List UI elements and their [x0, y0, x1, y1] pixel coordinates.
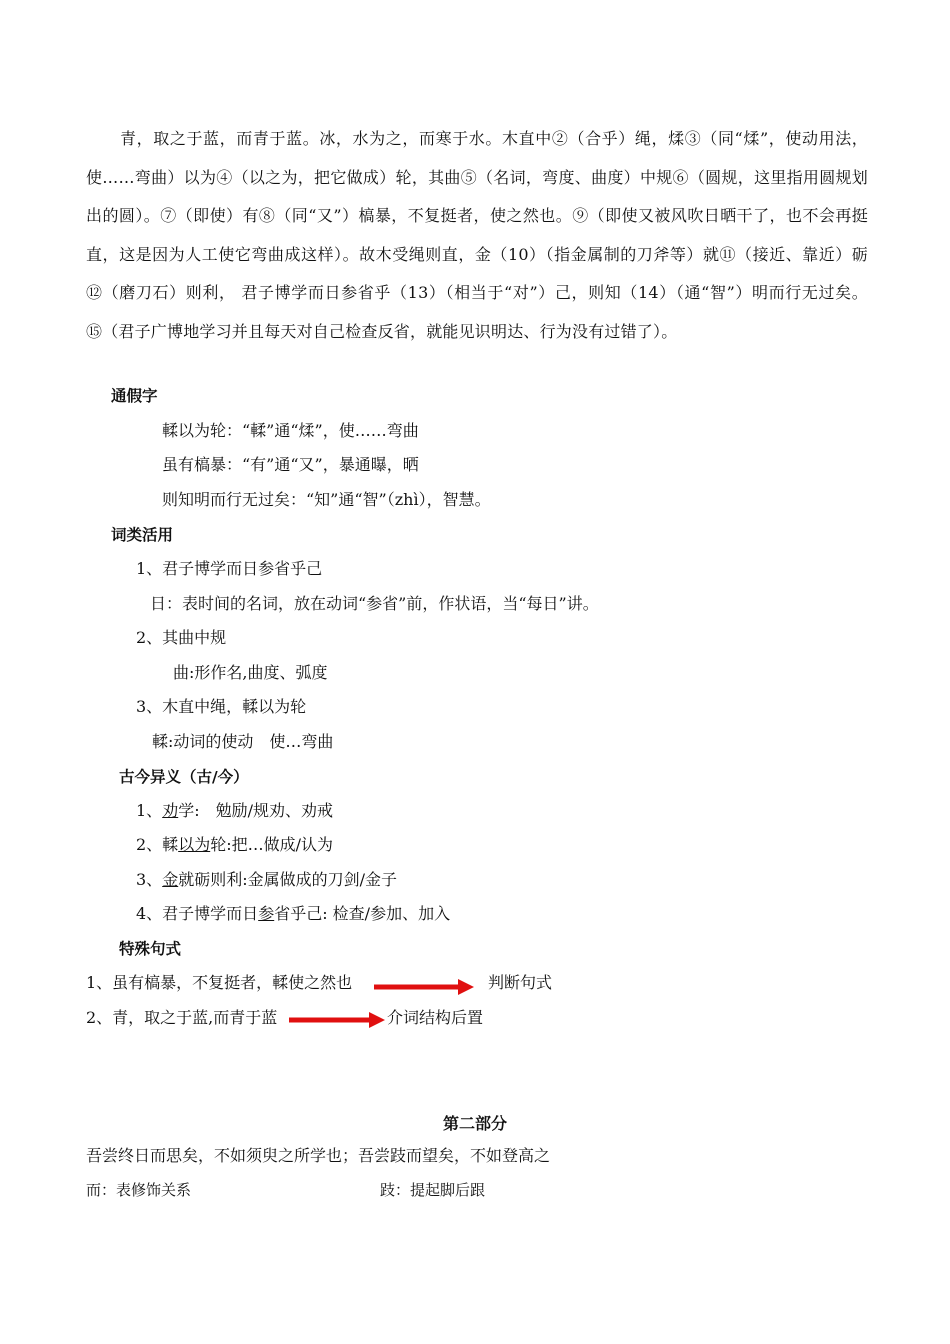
gujin-item — [136, 903, 450, 925]
part-two-note-right: 跂：提起脚后跟 — [380, 1181, 486, 1199]
part-two-sentence: 吾尝终日而思矣，不如须臾之所学也；吾尝跂而望矣，不如登高之 — [86, 1146, 551, 1165]
intro-paragraph: 青，取之于蓝，而青于蓝。冰，水为之，而寒于水。木直中②（合乎）绳，煣③（同“煣”，使动用法，使……弯曲）以为④（以之为，把它做成）轮，其曲⑤（名词，弯度、曲度）中规⑥（圆规，这里指用圆规划出的圆）。⑦（即使）有⑧（同“又”）槁暴，不复挺者，使之然也。⑨（即使又被风吹日晒干了，也不会再挺直，这是因为人工使它弯曲成这样）。故木受绳则直，金（10）（指金属制的刀斧等）就⑪（接近、靠近）砺⑫（磨刀石）则利， 君子博学而日参省乎（13）（相当于“对”）己，则知（14）（通“智”）明而行无过矣。 ⑮（君子广博地学习并且每天对自己检查反省，就能见识明达、行为没有过错了）。 — [86, 129, 868, 341]
red-arrow-icon — [372, 976, 476, 996]
section-heading-gujin: 古今异义（古/今） — [119, 768, 249, 786]
cilei-item-title: 3、木直中绳，輮以为轮 — [136, 697, 307, 716]
gujin-item-rest: 省乎己: 检查/参加、加入 — [274, 904, 451, 923]
cilei-item-note: 日：表时间的名词，放在动词“参省”前，作状语，当“每日”讲。 — [150, 594, 599, 613]
gujin-item-keyword: 劝 — [162, 801, 179, 820]
section-heading-tongjiazi: 通假字 — [111, 387, 158, 405]
gujin-item — [136, 800, 333, 822]
part-two-heading: 第二部分 — [442, 1114, 507, 1133]
gujin-item-rest: 学: 勉励/规劝、劝戒 — [178, 801, 333, 820]
section-heading-teshu: 特殊句式 — [119, 940, 182, 958]
cilei-item-title: 1、君子博学而日参省乎己 — [136, 559, 323, 578]
teshu-sentence: 2、青，取之于蓝,而青于蓝 — [86, 1008, 278, 1027]
part-two-note-left: 而：表修饰关系 — [86, 1181, 192, 1199]
gujin-item-prefix: 4、君子博学而日 — [136, 904, 259, 923]
gujin-item-keyword: 金 — [162, 870, 179, 889]
gujin-item-rest: 就砺则利:金属做成的刀剑/金子 — [178, 870, 397, 889]
cilei-item-note: 輮:动词的使动 使…弯曲 — [152, 732, 334, 751]
gujin-item-rest: 轮:把…做成/认为 — [210, 835, 333, 854]
gujin-item — [136, 834, 333, 856]
gujin-item-prefix: 1、 — [136, 801, 163, 820]
arrow-head — [369, 1012, 385, 1028]
teshu-sentence: 1、虽有槁暴，不复挺者，輮使之然也 — [86, 973, 353, 992]
tongjiazi-item: 则知明而行无过矣：“知”通“智”（zhì），智慧。 — [162, 490, 491, 509]
teshu-type: 判断句式 — [488, 973, 553, 992]
gujin-item — [136, 869, 397, 891]
gujin-item-keyword: 参 — [258, 904, 275, 923]
cilei-item-note: 曲:形作名,曲度、弧度 — [173, 663, 328, 682]
tongjiazi-item: 虽有槁暴：“有”通“又”，暴通曝，晒 — [162, 455, 419, 474]
teshu-type: 介词结构后置 — [387, 1008, 484, 1027]
section-heading-cilei: 词类活用 — [111, 526, 174, 544]
arrow-head — [458, 979, 474, 995]
red-arrow-icon — [287, 1010, 387, 1030]
gujin-item-prefix: 2、輮 — [136, 835, 179, 854]
gujin-item-prefix: 3、 — [136, 870, 163, 889]
tongjiazi-item: 輮以为轮：“輮”通“煣”，使……弯曲 — [162, 421, 419, 440]
cilei-item-title: 2、其曲中规 — [136, 628, 227, 647]
gujin-item-keyword: 以为 — [178, 835, 211, 854]
